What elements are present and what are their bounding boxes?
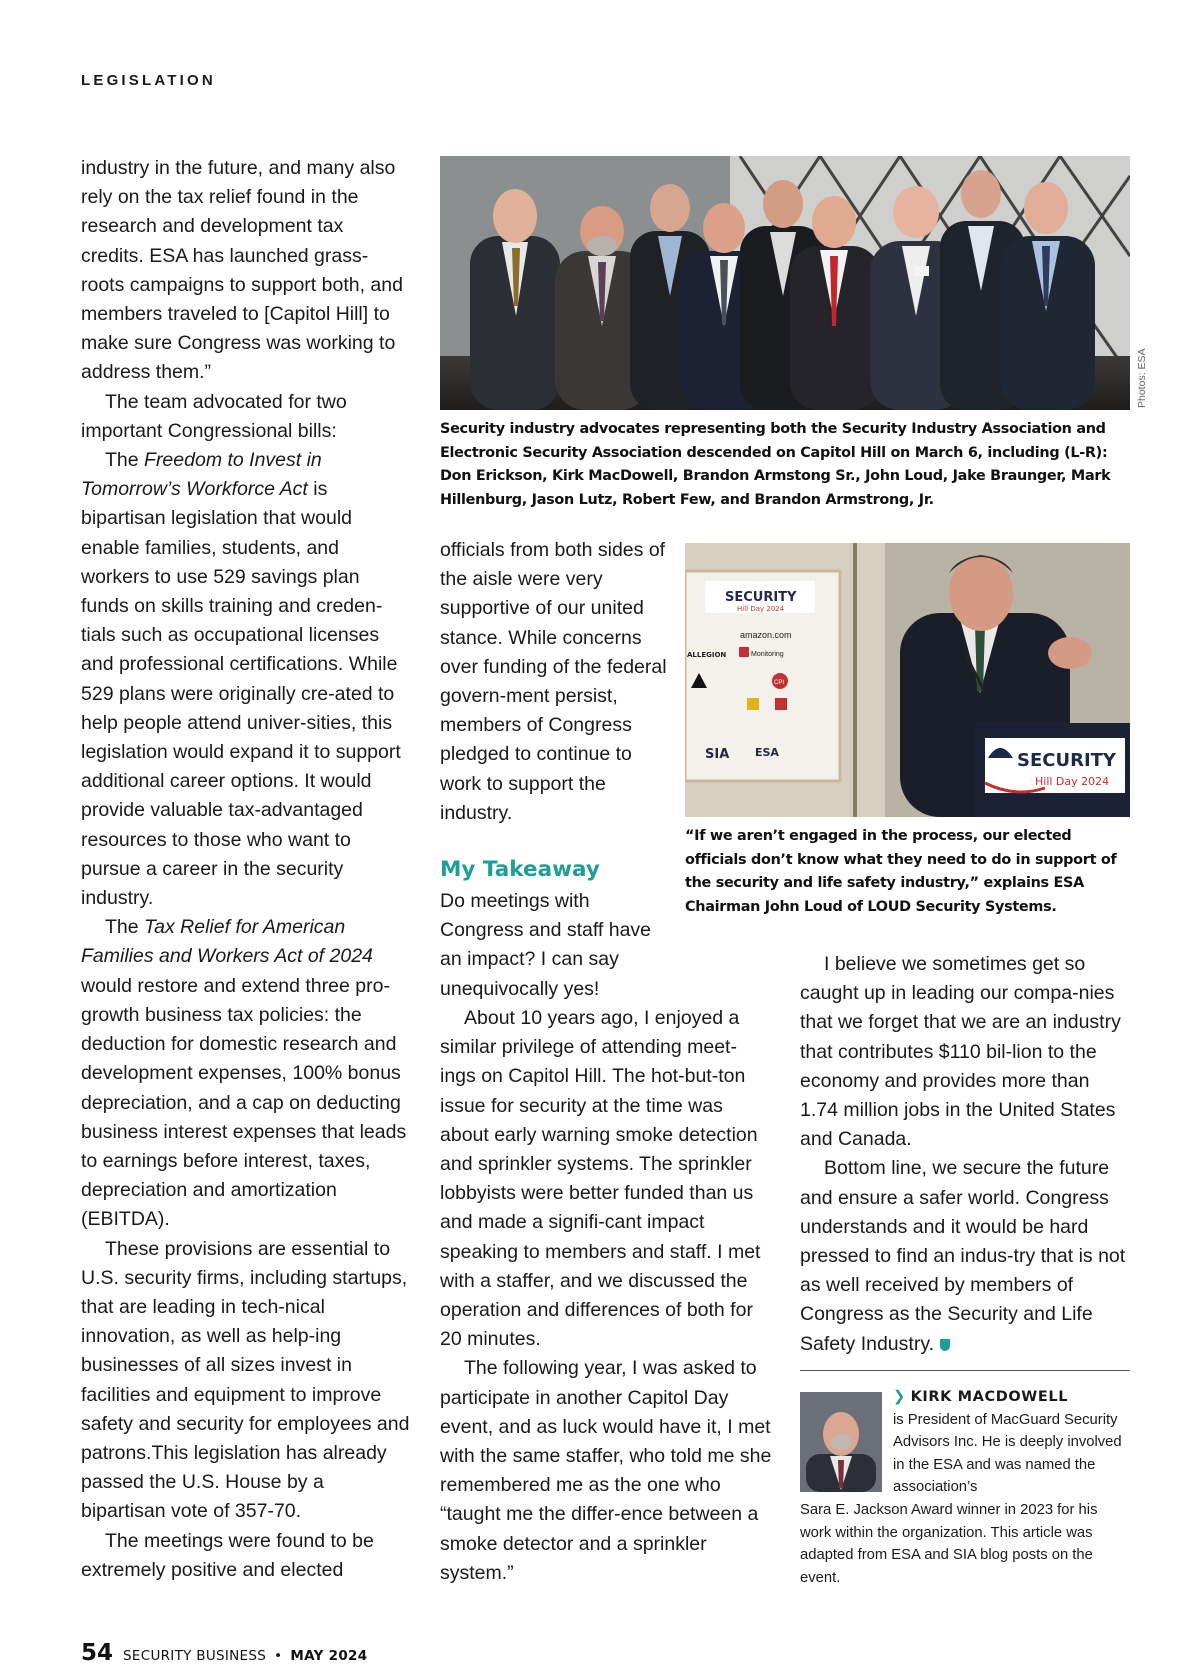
sponsor-logo: ALLEGION xyxy=(687,651,727,659)
article-column-2 xyxy=(440,536,672,828)
article-column-2-cont xyxy=(440,887,672,1004)
photo-credit: Photos: ESA xyxy=(1136,348,1148,408)
sponsor-logo: CPI xyxy=(774,680,785,686)
author-name: KIRK MACDOWELL xyxy=(910,1389,1069,1405)
section-heading: My Takeaway xyxy=(440,857,600,882)
bio-divider xyxy=(800,1370,1130,1371)
section-label: LEGISLATION xyxy=(81,72,216,89)
paragraph: The meetings were found to be extremely positive and elected xyxy=(81,1529,374,1581)
banner-title: SECURITY xyxy=(725,590,797,605)
article-column-2-lower xyxy=(440,1004,772,1588)
page-footer xyxy=(81,1640,367,1666)
paragraph: About 10 years ago, I enjoyed a similar privilege of attending meet-ings on Capitol Hill. The hot-but-ton issue for security at the time was about early warning smoke detection and sprinkler systems. The sprinkler lobbyists were better funded than us and made a signifi-cant impact speaking to members and staff. I met with a staffer, and we discussed the operation and differences of both for 20 minutes. xyxy=(440,1007,761,1351)
author-name-line xyxy=(893,1386,1133,1409)
paragraph: The Freedom to Invest in Tomorrow’s Workforce Act is bipartisan legislation that would enable families, students, and workers to use 529 savings plan funds on skills training and creden-tials such as occupational licenses and professional certifications. While 529 plans were originally cre-ated to help people attend univer-sities, this legislation would expand it to support additional career options. It would provide valuable tax-advantaged resources to those who want to pursue a career in the security industry. xyxy=(81,449,401,910)
footer-bullet: • xyxy=(274,1648,283,1664)
article-column-3 xyxy=(800,950,1132,1359)
group-photo xyxy=(440,156,1130,410)
author-bio-cont: Sara E. Jackson Award winner in 2023 for his work within the organization. This article was adapted from ESA and SIA blog posts on the event. xyxy=(800,1502,1098,1586)
author-bio-text: is President of MacGuard Security Advisors Inc. He is deeply involved in the ESA and was named the association’s xyxy=(893,1411,1122,1495)
end-of-article-icon xyxy=(940,1339,950,1351)
paragraph: I believe we sometimes get so caught up in leading our compa-nies that we forget that we are an industry that contributes $110 bil-lion to the economy and provides more than 1.74 million jobs in the United States and Canada. xyxy=(800,953,1121,1151)
paragraph: Do meetings with Congress and staff have an impact? I can say unequivocally yes! xyxy=(440,890,652,1000)
issue-date: MAY 2024 xyxy=(290,1648,368,1664)
sponsor-logo: SIA xyxy=(705,747,730,762)
chevron-right-icon: ❯ xyxy=(893,1388,911,1405)
group-photo-caption: Security industry advocates representing both the Security Industry Association and Electronic Security Association descended on Capitol Hill on March 6, including (L-R): Don Erickson, Kirk MacDowell, Brandon Armstong Sr., John Loud, Jake Braunger, Mark Hillenburg, Jason Lutz, Robert Few, and Brandon Armstrong, Jr. xyxy=(440,421,1111,508)
bill-title: Tax Relief for American Families and Workers Act of 2024 xyxy=(81,916,373,968)
paragraph: These provisions are essential to U.S. security firms, including startups, that are leading in tech-nical innovation, as well as help-ing businesses of all sizes invest in facilities and equipment to improve safety and security for employees and patrons.This legislation has already passed the U.S. House by a bipartisan vote of 357-70. xyxy=(81,1237,410,1523)
speaker-photo-image xyxy=(685,543,1130,817)
paragraph: Bottom line, we secure the future and ensure a safer world. Congress understands and it would be hard pressed to find an indus-try that is not as well received by members of Congress as the Security and Life Safety Industry. xyxy=(800,1157,1126,1355)
speaker-photo xyxy=(685,543,1130,817)
podium-title: SECURITY xyxy=(1017,750,1116,771)
bill-title: Freedom to Invest in Tomorrow’s Workforce Act xyxy=(81,449,322,501)
article-column-1 xyxy=(81,154,411,1585)
author-bio xyxy=(893,1386,1133,1499)
author-headshot-image xyxy=(800,1392,882,1492)
paragraph: industry in the future, and many also rely on the tax relief found in the research and development tax credits. ESA has launched grass-roots campaigns to support both, and members traveled to [Capitol Hill] to make sure Congress was working to address them.” xyxy=(81,157,403,384)
paragraph: The team advocated for two important Congressional bills: xyxy=(81,390,347,442)
sponsor-logo: ESA xyxy=(755,746,779,759)
sponsor-logo: amazon.com xyxy=(740,630,792,640)
group-photo-image xyxy=(440,156,1130,410)
sponsor-logo: Monitoring xyxy=(751,651,784,658)
publication-name: SECURITY BUSINESS xyxy=(123,1648,267,1664)
podium-subtitle: Hill Day 2024 xyxy=(1035,775,1110,788)
paragraph: The following year, I was asked to participate in another Capitol Day event, and as luck would have it, I met with the same staffer, who told me she remembered me as the one who “taught me the differ-ence between a smoke detector and a sprinkler system.” xyxy=(440,1357,772,1584)
author-headshot xyxy=(800,1392,882,1492)
paragraph: officials from both sides of the aisle were very supportive of our united stance. While concerns over funding of the federal govern-ment persist, members of Congress pledged to continue to work to support the industry. xyxy=(440,539,667,824)
paragraph: The Tax Relief for American Families and Workers Act of 2024 would restore and extend three pro-growth business tax policies: the deduction for domestic research and development expenses, 100% bonus depreciation, and a cap on deducting business interest expenses that leads to earnings before interest, taxes, depreciation and amortization (EBITDA). xyxy=(81,916,407,1231)
banner-subtitle: Hill Day 2024 xyxy=(737,605,785,613)
speaker-photo-caption: “If we aren’t engaged in the process, our elected officials don’t know what they need to do in support of the security and life safety industry,” explains ESA Chairman John Loud of LOUD Security Systems. xyxy=(685,828,1117,915)
page-number: 54 xyxy=(81,1640,114,1666)
